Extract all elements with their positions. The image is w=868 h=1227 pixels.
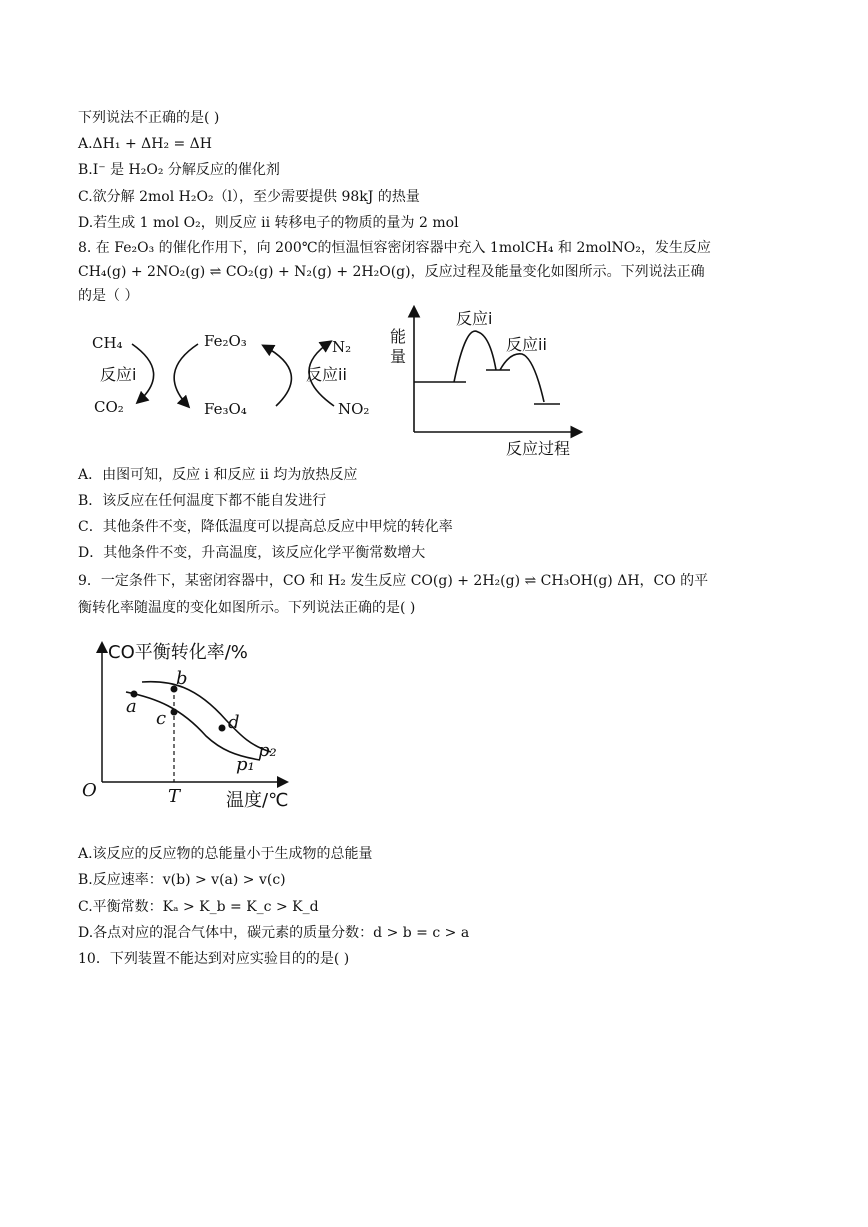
energy-y-label-char1: 能 bbox=[390, 327, 407, 346]
q8-option-c: C．其他条件不变，降低温度可以提高总反应中甲烷的转化率 bbox=[78, 519, 453, 535]
q9-option-a: A.该反应的反应物的总能量小于生成物的总能量 bbox=[78, 846, 373, 862]
conversion-point-d-label: d bbox=[228, 712, 240, 733]
conversion-point-b-label: b bbox=[176, 668, 188, 689]
cycle-arrow-fe2o3-fe3o4 bbox=[174, 344, 198, 406]
catalytic-cycle-diagram bbox=[80, 318, 390, 430]
conversion-series-p1-line bbox=[126, 692, 260, 760]
conversion-series-p2-label: p₂ bbox=[258, 740, 277, 761]
cycle-ch4-label: CH₄ bbox=[92, 334, 123, 352]
energy-profile-chart bbox=[386, 302, 586, 462]
energy-curve-reaction-i bbox=[454, 331, 496, 382]
cycle-fe3o4-label: Fe₃O₄ bbox=[204, 400, 247, 418]
q8-option-b: B．该反应在任何温度下都不能自发进行 bbox=[78, 493, 327, 509]
conversion-point-c bbox=[171, 709, 178, 716]
q9-option-c: C.平衡常数：Kₐ > K_b = K_c > K_d bbox=[78, 899, 319, 915]
energy-y-label-char2: 量 bbox=[390, 347, 407, 366]
q8-stem-line1: 8. 在 Fe₂O₃ 的催化作用下，向 200℃的恒温恒容密闭容器中充入 1molCH₄ 和 2molNO₂，发生反应 bbox=[78, 240, 711, 256]
conversion-chart bbox=[76, 636, 316, 816]
q7-option-c: C.欲分解 2mol H₂O₂（l），至少需要提供 98kJ 的热量 bbox=[78, 189, 420, 205]
q9-stem-line2: 衡转化率随温度的变化如图所示。下列说法正确的是( ) bbox=[78, 600, 416, 616]
conversion-x-label: 温度/℃ bbox=[226, 790, 289, 811]
cycle-reaction-i-label: 反应i bbox=[100, 365, 137, 384]
cycle-reaction-ii-label: 反应ii bbox=[306, 365, 347, 384]
cycle-arrow-fe3o4-fe2o3 bbox=[264, 346, 291, 406]
energy-x-label: 反应过程 bbox=[506, 439, 571, 458]
q9-option-b: B.反应速率：v(b) > v(a) > v(c) bbox=[78, 872, 286, 888]
q7-option-d: D.若生成 1 mol O₂，则反应 ii 转移电子的物质的量为 2 mol bbox=[78, 215, 459, 231]
q7-option-b: B.I⁻ 是 H₂O₂ 分解反应的催化剂 bbox=[78, 162, 280, 178]
cycle-no2-label: NO₂ bbox=[338, 400, 370, 418]
cycle-co2-label: CO₂ bbox=[94, 398, 124, 416]
q8-stem-line3: 的是（ ） bbox=[78, 288, 139, 304]
conversion-y-label: CO平衡转化率/% bbox=[108, 642, 248, 663]
q9-option-d: D.各点对应的混合气体中，碳元素的质量分数：d > b = c > a bbox=[78, 925, 470, 941]
cycle-n2-label: N₂ bbox=[332, 338, 352, 356]
q8-option-d: D．其他条件不变，升高温度，该反应化学平衡常数增大 bbox=[78, 545, 426, 561]
q10-stem: 10．下列装置不能达到对应实验目的的是( ) bbox=[78, 951, 350, 967]
q9-stem-line1: 9．一定条件下，某密闭容器中，CO 和 H₂ 发生反应 CO(g) + 2H₂(g) ⇌ CH₃OH(g) ΔH，CO 的平 bbox=[78, 573, 709, 589]
q8-option-a: A．由图可知，反应 i 和反应 ii 均为放热反应 bbox=[78, 467, 358, 483]
q7-stem: 下列说法不正确的是( ) bbox=[78, 110, 220, 126]
conversion-x-tick-t: T bbox=[168, 786, 181, 807]
energy-peak1-label: 反应i bbox=[456, 309, 493, 328]
conversion-point-d bbox=[219, 725, 226, 732]
conversion-origin-label: O bbox=[82, 780, 97, 801]
conversion-series-p1-label: p₁ bbox=[236, 754, 255, 775]
conversion-point-c-label: c bbox=[156, 708, 167, 729]
q7-option-a: A.ΔH₁ + ΔH₂ = ΔH bbox=[78, 136, 213, 152]
energy-curve-reaction-ii bbox=[500, 354, 544, 402]
cycle-fe2o3-label: Fe₂O₃ bbox=[204, 332, 247, 350]
q8-stem-line2: CH₄(g) + 2NO₂(g) ⇌ CO₂(g) + N₂(g) + 2H₂O(g)，反应过程及能量变化如图所示。下列说法正确 bbox=[78, 264, 705, 280]
conversion-point-a-label: a bbox=[126, 696, 137, 717]
energy-peak2-label: 反应ii bbox=[506, 335, 547, 354]
